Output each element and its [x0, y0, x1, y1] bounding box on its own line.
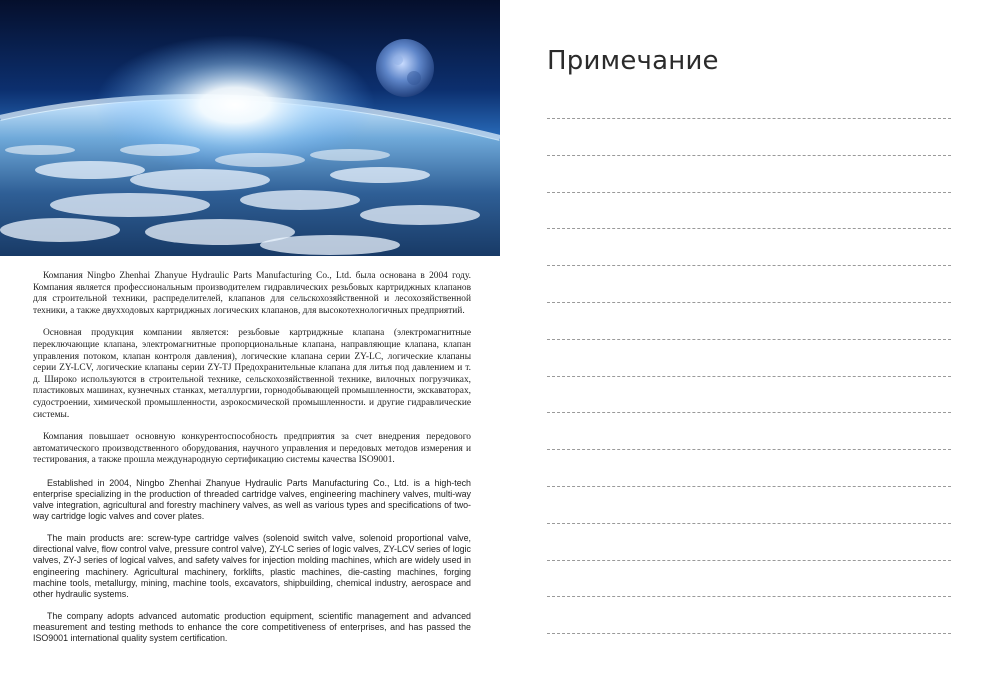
note-line	[547, 633, 951, 634]
note-line	[547, 560, 951, 561]
earth-horizon-photo	[0, 0, 500, 256]
note-line	[547, 339, 951, 340]
paragraph-ru-1: Компания Ningbo Zhenhai Zhanyue Hydraulic Parts Manufacturing Co., Ltd. была основана в 2004 году. Компания является профессиональным производителем гидравлических резьбовых картриджных клапанов для строительной техники, распределителей, клапанов для сельскохозяйственной и лесохозяйственной техники, а также двухходовых картриджных логических клапанов, для высокотехнологичных предприятий.	[33, 271, 471, 316]
paragraph-en-2: The main products are: screw-type cartridge valves (solenoid switch valve, solenoid proportional valve, directional valve, flow control valve, pressure control valve), ZY-LC series of logic valves, ZY-LCV series of logic valves, ZY-J series of logical valves, and safety valves for injection molding machines, which are widely used in engineering machinery. Agricultural machinery, forklifts, plastic machines, die-casting machines, forging machine tools, metallurgy, mining, machine tools, excavators, shipbuilding, chemical industry, aerospace and other hydraulic systems.	[33, 533, 471, 599]
paragraph-en-1: Established in 2004, Ningbo Zhenhai Zhanyue Hydraulic Parts Manufacturing Co., Ltd. is a high-tech enterprise specializing in the production of threaded cartridge valves, engineering machinery valves, multi-way valve integration, agricultural and forestry machinery valves, as well as various types and specifications of two-way cartridge logic valves and cover plates.	[33, 477, 471, 522]
note-line	[547, 596, 951, 597]
note-line	[547, 523, 951, 524]
paragraph-ru-3: Компания повышает основную конкурентоспособность предприятия за счет внедрения передового автоматического производственного оборудования, научного управления и передовых методов измерения и тестирования, а также прошла международную сертификацию системы качества ISO9001.	[33, 432, 471, 466]
note-lines	[547, 118, 951, 670]
paragraph-ru-2: Основная продукция компании является: резьбовые картриджные клапана (электромагнитные переключающие клапана, электромагнитные пропорциональные клапана, направляющие клапана, клапан управления потоком, клапан контроля давления), логические клапана серии ZY-LC, логические клапаны серии ZY-LCV, логические клапаны серии ZY-TJ Предохранительные клапана для литья под давлением и т. д. Широко используются в строительной технике, сельскохозяйственной технике, вилочных погрузчиках, пластиковых машинах, кузнечных станках, металлургии, горнодобывающей промышленности, экскаваторах, судостроении, химической промышленности, аэрокосмической промышленности. и другие гидравлические системы.	[33, 328, 471, 420]
note-line	[547, 192, 951, 193]
note-line	[547, 118, 951, 119]
note-line	[547, 155, 951, 156]
paragraph-en-3: The company adopts advanced automatic production equipment, scientific management and advanced measurement and testing methods to enhance the core competitiveness of enterprises, and has passed the ISO9001 international quality system certification.	[33, 610, 471, 644]
note-line	[547, 302, 951, 303]
note-line	[547, 265, 951, 266]
note-line	[547, 376, 951, 377]
company-description	[33, 271, 471, 655]
note-line	[547, 449, 951, 450]
note-line	[547, 228, 951, 229]
note-line	[547, 412, 951, 413]
notes-title: Примечание	[547, 46, 719, 76]
note-line	[547, 486, 951, 487]
